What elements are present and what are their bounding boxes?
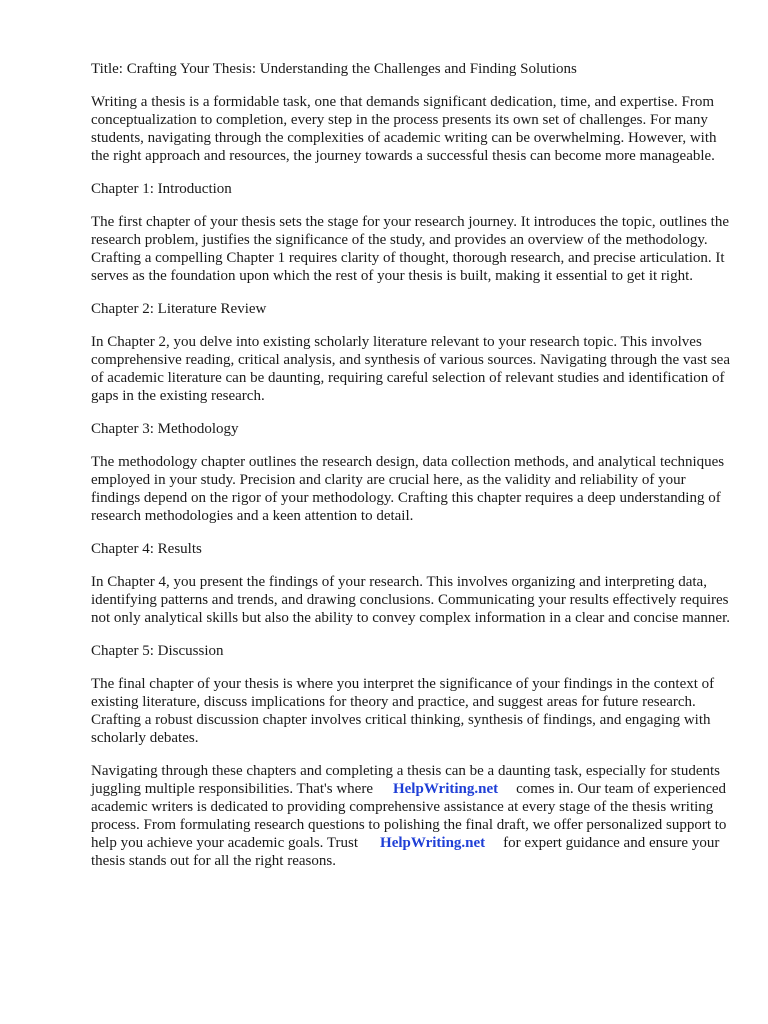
chapter-4-heading: Chapter 4: Results	[91, 541, 202, 557]
chapter-4-body: In Chapter 4, you present the findings of your research. This involves organizing and interpreting data, identifying patterns and trends, and drawing conclusions. Communicating your results effectively requires not only analytical skills but also the ability to convey complex information in a clear and concise manner.	[91, 574, 730, 626]
closing-text-3: for expert guidance and ensure your thesis stands out for all the right reasons.	[91, 835, 720, 869]
chapter-1-body: The first chapter of your thesis sets the stage for your research journey. It introduces the topic, outlines the research problem, justifies the significance of the study, and provides an overview of the methodology. Crafting a compelling Chapter 1 requires clarity of thought, thorough research, and precise articulation. It serves as the foundation upon which the rest of your thesis is built, making it essential to get it right.	[91, 214, 729, 284]
chapter-3-heading: Chapter 3: Methodology	[91, 421, 239, 437]
document-title: Title: Crafting Your Thesis: Understanding the Challenges and Finding Solutions	[91, 61, 577, 77]
chapter-2-body: In Chapter 2, you delve into existing scholarly literature relevant to your research topic. This involves comprehensive reading, critical analysis, and synthesis of various sources. Navigating through the vast sea of academic literature can be daunting, requiring careful selection of relevant studies and identification of gaps in the existing research.	[91, 334, 730, 404]
chapter-5-body: The final chapter of your thesis is where you interpret the significance of your findings in the context of existing literature, discuss implications for theory and practice, and suggest areas for future research. Crafting a robust discussion chapter involves critical thinking, synthesis of findings, and engaging with scholarly debates.	[91, 676, 715, 746]
chapter-5-heading: Chapter 5: Discussion	[91, 643, 224, 659]
intro-paragraph: Writing a thesis is a formidable task, one that demands significant dedication, time, and expertise. From conceptualization to completion, every step in the process presents its own set of challenges. For many students, navigating through the complexities of academic writing can be overwhelming. However, with the right approach and resources, the journey towards a successful thesis can become more manageable.	[91, 94, 717, 164]
helpwriting-link-2[interactable]: HelpWriting.net	[380, 835, 486, 851]
closing-text-2: comes in. Our team of experienced academic writers is dedicated to providing comprehensive assistance at every stage of the thesis writing process. From formulating research questions to polishing the final draft, we offer personalized support to help you achieve your academic goals. Trust	[91, 781, 727, 851]
document-page	[91, 60, 731, 885]
closing-paragraph	[91, 762, 731, 870]
chapter-1-heading: Chapter 1: Introduction	[91, 181, 232, 197]
chapter-3-body: The methodology chapter outlines the research design, data collection methods, and analytical techniques employed in your study. Precision and clarity are crucial here, as the validity and reliability of your findings depend on the rigor of your methodology. Crafting this chapter requires a deep understanding of research methodologies and a keen attention to detail.	[91, 454, 725, 524]
helpwriting-link[interactable]: HelpWriting.net	[392, 781, 499, 797]
chapter-2-heading: Chapter 2: Literature Review	[91, 301, 267, 317]
closing-text-1: Navigating through these chapters and completing a thesis can be a daunting task, especially for students juggling multiple responsibilities. That's where	[91, 763, 720, 797]
